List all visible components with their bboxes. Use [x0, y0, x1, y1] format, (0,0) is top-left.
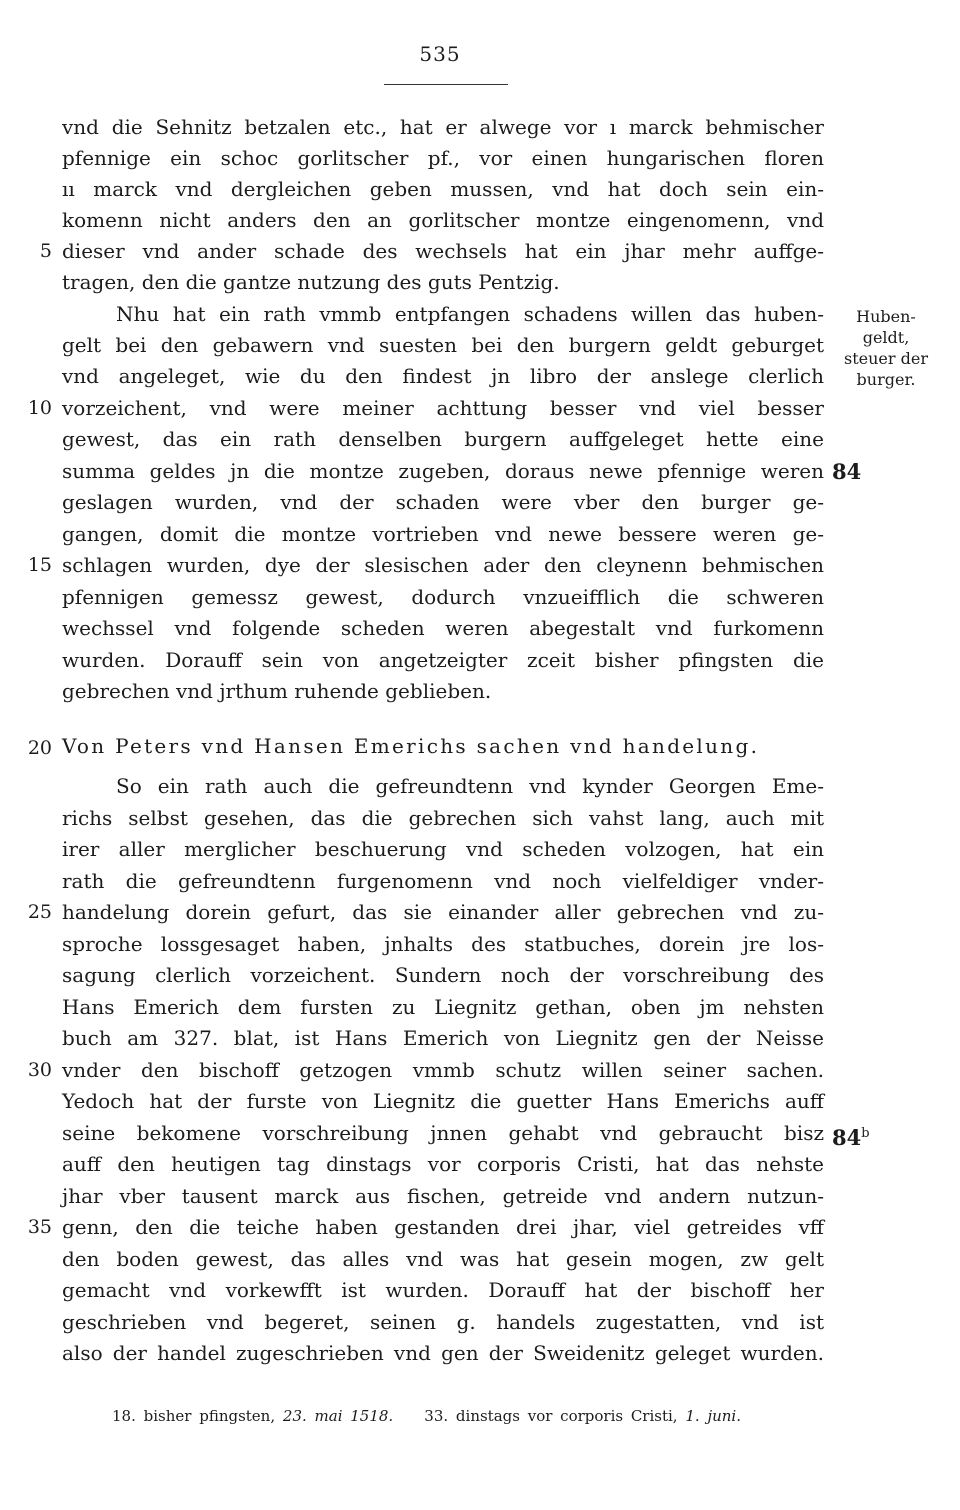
text-line: ıı marck vnd dergleichen geben mussen, vnd hat doch sein ein-	[62, 177, 824, 201]
text-line: geslagen wurden, vnd der schaden were vber den burger ge-	[62, 490, 824, 514]
text-line: sproche lossgesaget haben, jnhalts des statbuches, dorein jre los-	[62, 932, 824, 956]
text-line: pfennige ein schoc gorlitscher pf., vor einen hungarischen floren	[62, 146, 824, 170]
section-heading: Von Peters vnd Hansen Emerichs sachen vnd handelung.	[62, 734, 760, 758]
text-line: auff den heutigen tag dinstags vor corporis Cristi, hat das nehste	[62, 1152, 824, 1176]
text-line: also der handel zugeschrieben vnd gen der Sweidenitz geleget wurden.	[62, 1341, 824, 1365]
footnote-date: 1. juni.	[685, 1407, 741, 1425]
line-number: 25	[27, 901, 52, 923]
text-line: sagung clerlich vorzeichent. Sundern noch der vorschreibung des	[62, 963, 824, 987]
text-line: vnd die Sehnitz betzalen etc., hat er alwege vor ı marck behmischer	[62, 115, 824, 139]
margin-note-line: burger.	[856, 370, 916, 389]
footnote	[112, 1405, 741, 1427]
margin-note	[836, 306, 936, 390]
text-line: summa geldes jn die montze zugeben, doraus newe pfennige weren	[62, 459, 824, 483]
text-line: Hans Emerich dem fursten zu Liegnitz gethan, oben jm nehsten	[62, 995, 824, 1019]
text-line: komenn nicht anders den an gorlitscher montze eingenomenn, vnd	[62, 208, 824, 232]
line-number: 30	[27, 1059, 52, 1081]
folio-suffix: b	[861, 1126, 870, 1141]
text-line: richs selbst gesehen, das die gebrechen sich vahst lang, auch mit	[62, 806, 824, 830]
footnote-text: bisher pfingsten,	[143, 1407, 276, 1425]
text-line: gebrechen vnd jrthum ruhende geblieben.	[62, 679, 492, 703]
folio-marker	[832, 1118, 870, 1153]
folio-marker: 84	[832, 459, 862, 484]
text-line: Nhu hat ein rath vmmb entpfangen schadens willen das huben-	[116, 302, 824, 326]
text-line: handelung dorein gefurt, das sie einander aller gebrechen vnd zu-	[62, 900, 824, 924]
text-line: So ein rath auch die gefreundtenn vnd kynder Georgen Eme-	[116, 774, 824, 798]
text-line: pfennigen gemessz gewest, dodurch vnzueifflich die schweren	[62, 585, 824, 609]
footnote-line-ref: 18.	[112, 1407, 136, 1425]
folio-number: 84	[832, 1125, 862, 1150]
text-line: gewest, das ein rath denselben burgern auffgeleget hette eine	[62, 427, 824, 451]
text-line: tragen, den die gantze nutzung des guts Pentzig.	[62, 270, 560, 294]
text-line: Yedoch hat der furste von Liegnitz die guetter Hans Emerichs auff	[62, 1089, 824, 1113]
text-line: seine bekomene vorschreibung jnnen gehabt vnd gebraucht bisz	[62, 1121, 824, 1145]
line-number: 35	[27, 1216, 52, 1238]
footnote-line-ref: 33.	[424, 1407, 449, 1425]
text-line: gemacht vnd vorkewfft ist wurden. Dorauff hat der bischoff her	[62, 1278, 824, 1302]
line-number: 20	[27, 737, 52, 759]
text-line: genn, den die teiche haben gestanden drei jhar, viel getreides vff	[62, 1215, 824, 1239]
text-line: vorzeichent, vnd were meiner achttung besser vnd viel besser	[62, 396, 824, 420]
text-line: buch am 327. blat, ist Hans Emerich von Liegnitz gen der Neisse	[62, 1026, 824, 1050]
header-rule	[384, 84, 508, 85]
margin-note-line: steuer der	[844, 349, 928, 368]
text-line: wurden. Dorauff sein von angetzeigter zceit bisher pfingsten die	[62, 648, 824, 672]
text-line: rath die gefreundtenn furgenomenn vnd noch vielfeldiger vnder-	[62, 869, 824, 893]
text-line: jhar vber tausent marck aus fischen, getreide vnd andern nutzun-	[62, 1184, 824, 1208]
line-number: 10	[27, 397, 52, 419]
page-number: 535	[419, 42, 461, 66]
margin-note-line: Huben-	[856, 307, 916, 326]
line-number: 5	[39, 240, 52, 262]
text-line: vnd angeleget, wie du den findest jn libro der anslege clerlich	[62, 364, 824, 388]
text-line: geschrieben vnd begeret, seinen g. handels zugestatten, vnd ist	[62, 1310, 824, 1334]
margin-note-line: geldt,	[862, 328, 910, 347]
text-line: irer aller merglicher beschuerung vnd scheden volzogen, hat ein	[62, 837, 824, 861]
text-line: wechssel vnd folgende scheden weren abegestalt vnd furkomenn	[62, 616, 824, 640]
text-line: den boden gewest, das alles vnd was hat gesein mogen, zw gelt	[62, 1247, 824, 1271]
text-line: vnder den bischoff getzogen vmmb schutz willen seiner sachen.	[62, 1058, 824, 1082]
text-line: schlagen wurden, dye der slesischen ader den cleynenn behmischen	[62, 553, 824, 577]
text-line: gangen, domit die montze vortrieben vnd newe bessere weren ge-	[62, 522, 824, 546]
line-number: 15	[27, 554, 52, 576]
footnote-date: 23. mai 1518.	[282, 1407, 394, 1425]
text-line: dieser vnd ander schade des wechsels hat ein jhar mehr auffge-	[62, 239, 824, 263]
footnote-text: dinstags vor corporis Cristi,	[455, 1407, 678, 1425]
text-line: gelt bei den gebawern vnd suesten bei den burgern geldt geburget	[62, 333, 824, 357]
